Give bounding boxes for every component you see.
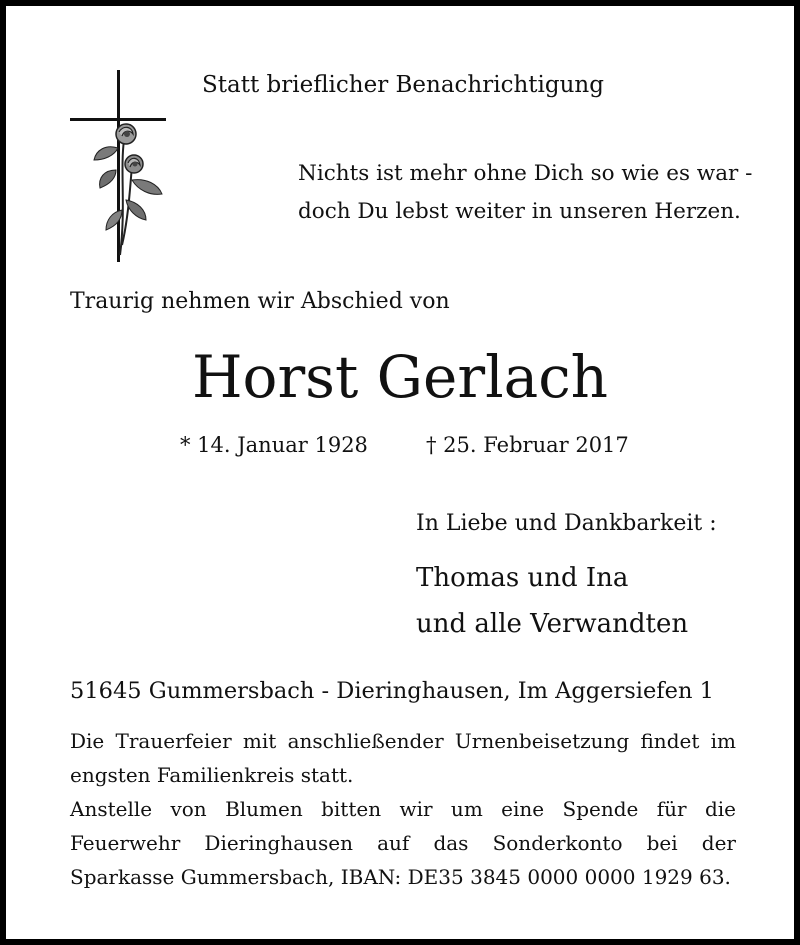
birth-date: * 14. Januar 1928 [180, 433, 368, 457]
ceremony-paragraph: Die Trauerfeier mit anschließender Urnenbeisetzung findet im engsten Familienkreis statt. [70, 729, 736, 787]
donation-paragraph: Anstelle von Blumen bitten wir um eine Spende für die Feuerwehr Dieringhausen auf das Sonderkonto bei der Sparkasse Gummersbach, IBAN: DE35 3845 0000 0000 1929 63. [70, 797, 736, 889]
cross-with-rose-icon [70, 70, 180, 270]
mourners-line-1: Thomas und Ina [416, 563, 629, 593]
farewell-line: Traurig nehmen wir Abschied von [70, 289, 450, 314]
mourners-line-2: und alle Verwandten [416, 609, 689, 639]
death-date: † 25. Februar 2017 [426, 433, 629, 457]
quote-line-1: Nichts ist mehr ohne Dich so wie es war - [298, 161, 753, 186]
deceased-name: Horst Gerlach [191, 343, 609, 411]
address-line: 51645 Gummersbach - Dieringhausen, Im Aggersiefen 1 [70, 678, 714, 704]
thanks-line: In Liebe und Dankbarkeit : [416, 511, 717, 536]
quote-line-2: doch Du lebst weiter in unseren Herzen. [298, 199, 741, 224]
intro-line: Statt brieflicher Benachrichtigung [202, 72, 604, 98]
